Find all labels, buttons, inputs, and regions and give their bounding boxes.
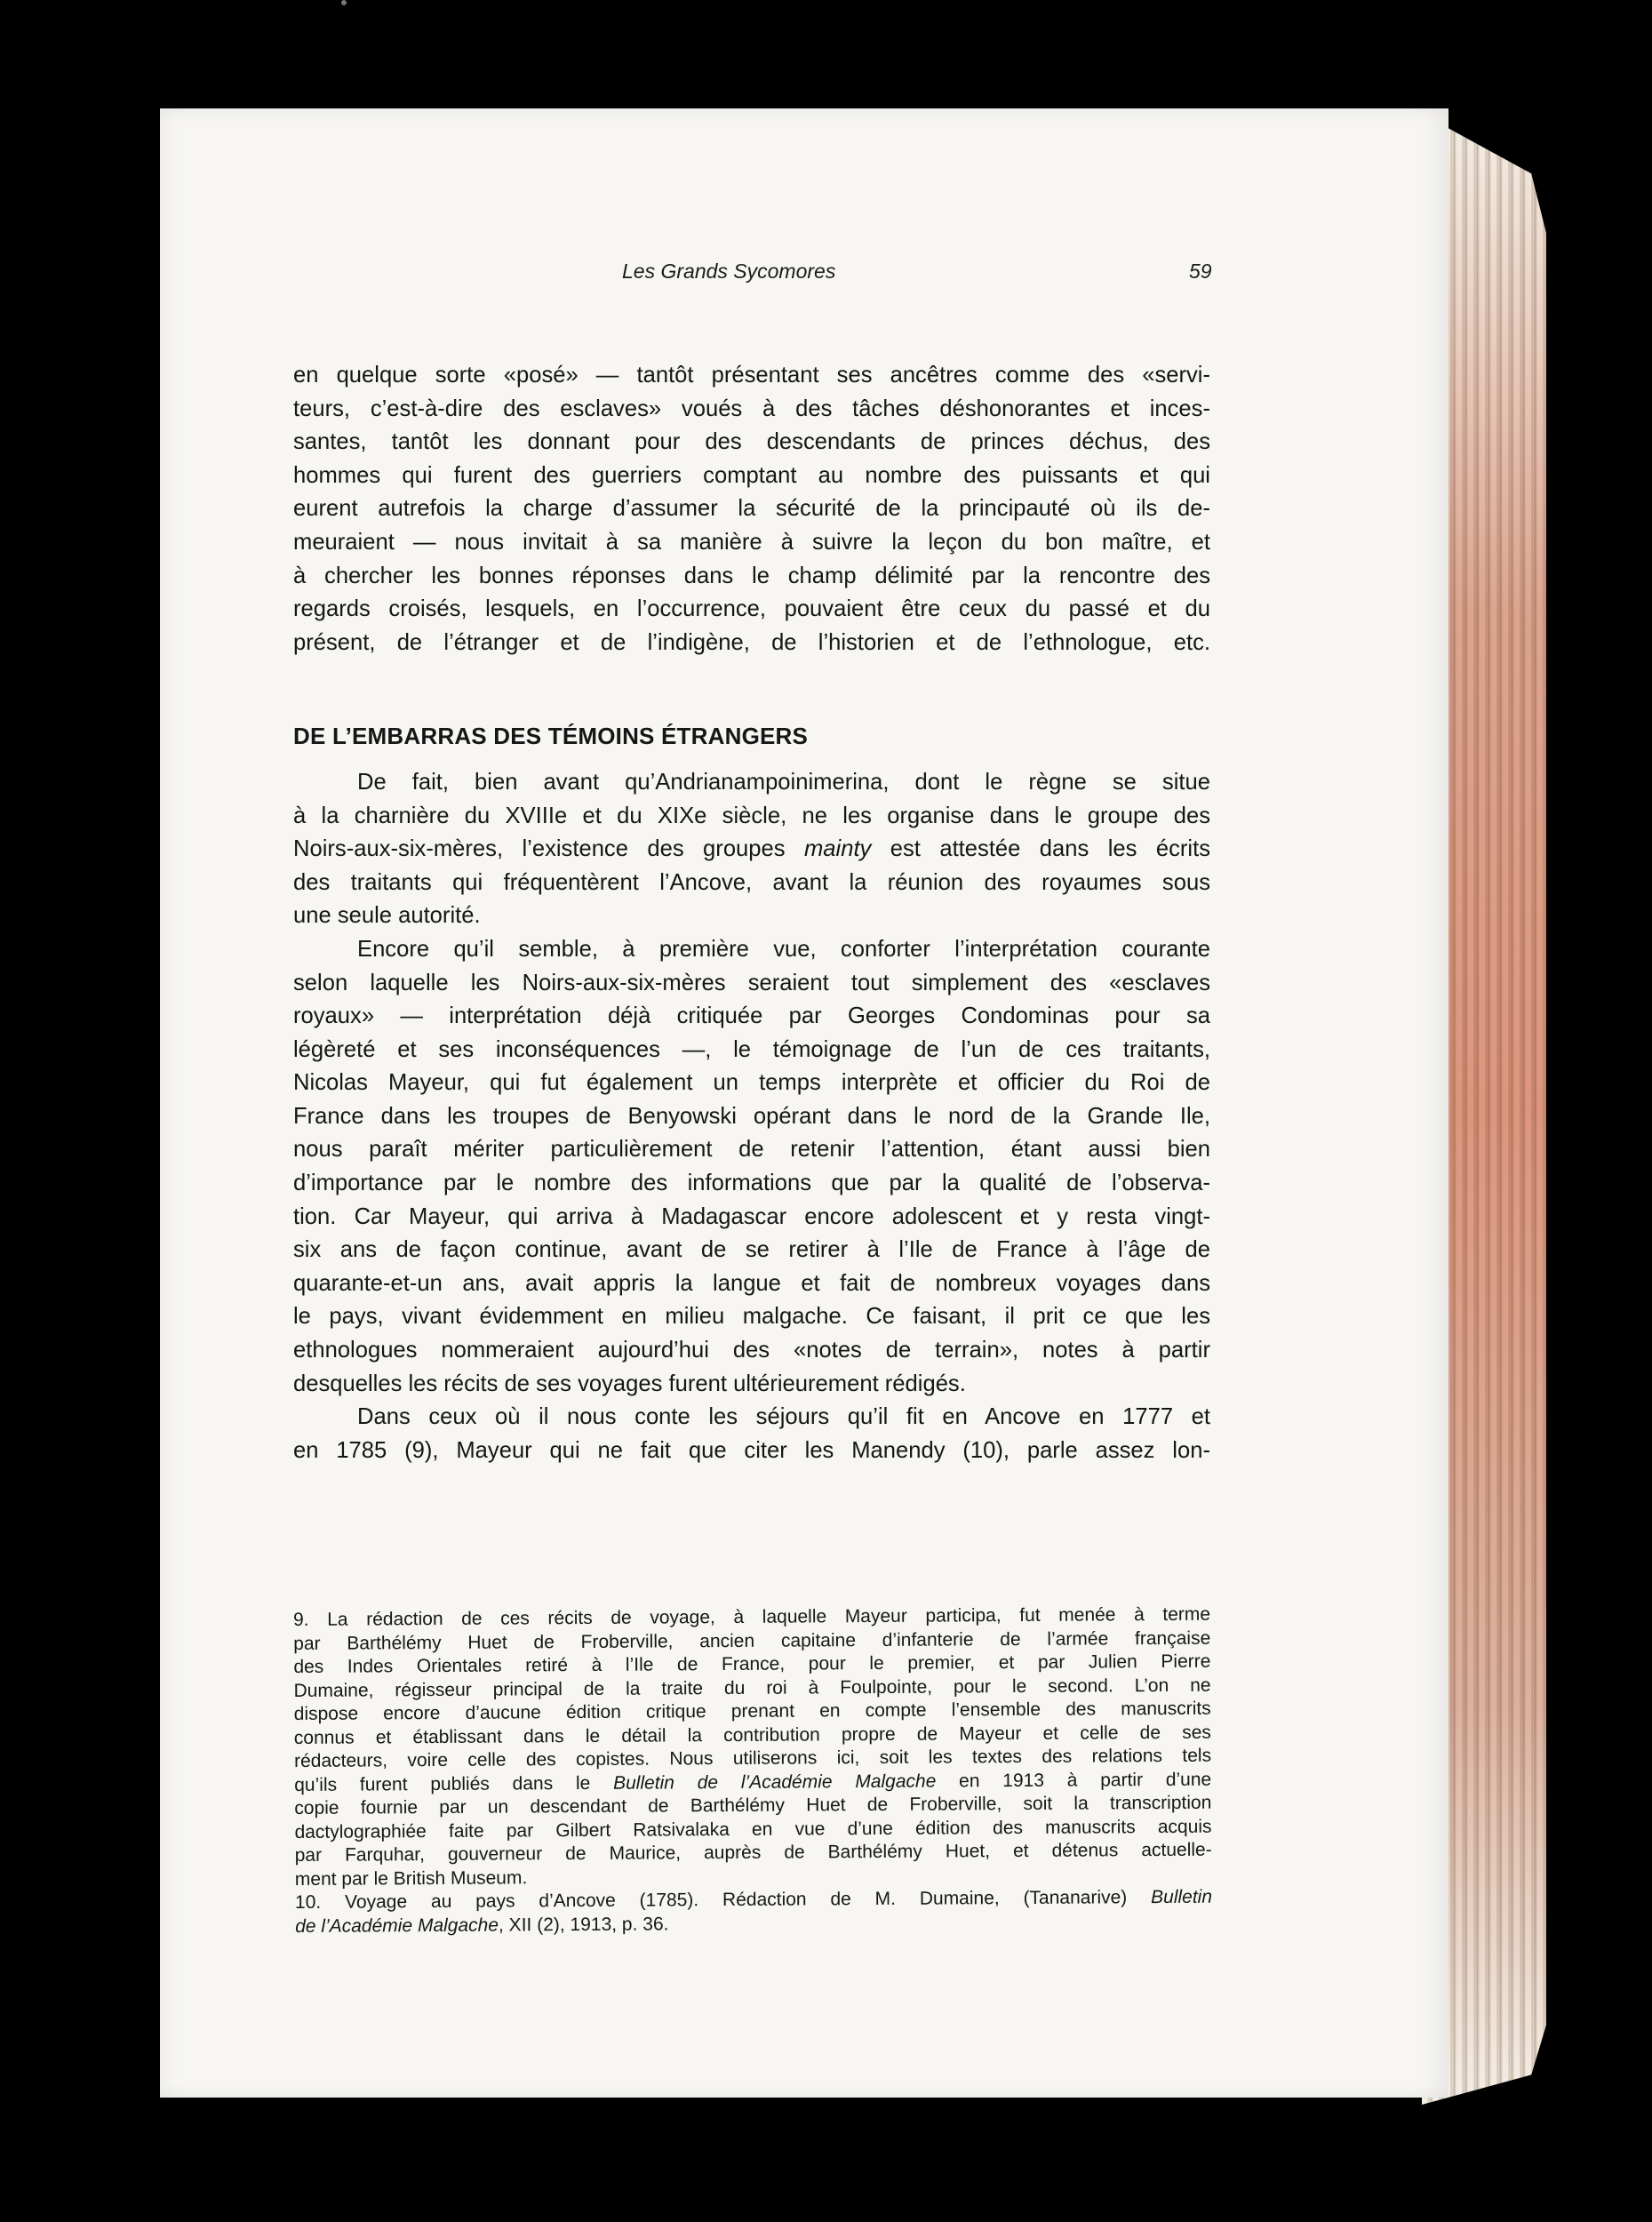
running-head [160, 260, 1448, 295]
text-line: santes, tantôt les donnant pour des descendants de princes déchus, des [293, 429, 1210, 455]
paragraph-1 [293, 359, 1210, 659]
text-line: en quelque sorte «posé» — tantôt présentant ses ancêtres comme des «servi- [293, 363, 1210, 388]
text-line: à la charnière du XVIIIe et du XIXe siècle, ne les organise dans le groupe des [293, 803, 1210, 828]
running-title: Les Grands Sycomores [622, 260, 836, 283]
footnote-line: Dumaine, régisseur principal de la traite du roi à Foulpointe, pour le second. L’on ne [293, 1674, 1211, 1701]
paragraph-3 [293, 933, 1210, 1401]
text-line: Nicolas Mayeur, qui fut également un temps interprète et officier du Roi de [293, 1070, 1210, 1096]
text-line: Encore qu’il semble, à première vue, conforter l’interprétation courante [357, 936, 1210, 962]
footnote-line: dispose encore d’aucune édition critique prenant en compte l’ensemble des manuscrits [293, 1698, 1211, 1724]
section-heading: DE L’EMBARRAS DES TÉMOINS ÉTRANGERS [293, 723, 809, 750]
footnotes [293, 1603, 1212, 1938]
footnote-line: ment par le British Museum. [294, 1866, 528, 1890]
journal-title: Bulletin [1151, 1886, 1213, 1908]
text-line: eurent autrefois la charge d’assumer la sécurité de la principauté où ils de- [293, 496, 1210, 522]
text-line: des traitants qui fréquentèrent l’Ancove, avant la réunion des royaumes sous [293, 869, 1210, 895]
text-run: est attestée dans les écrits [871, 836, 1211, 862]
book-page [160, 108, 1448, 2098]
text-line: d’importance par le nombre des informations que par la qualité de l’observa- [293, 1171, 1210, 1196]
text-run: qu’ils furent publiés dans le [294, 1772, 614, 1795]
journal-title: de l’Académie Malgache [295, 1914, 499, 1937]
text-run: , XII (2), 1913, p. 36. [498, 1913, 669, 1936]
text-line: regards croisés, lesquels, en l’occurrence, pouvaient être ceux du passé et du [293, 596, 1210, 622]
text-line: royaux» — interprétation déjà critiquée par Georges Condominas pour sa [293, 1003, 1210, 1029]
text-run: en 1913 à partir d’une [936, 1769, 1212, 1792]
text-line: meuraient — nous invitait à sa manière à suivre la leçon du bon maître, et [293, 529, 1210, 555]
paragraph-4 [293, 1401, 1210, 1467]
text-line: six ans de façon continue, avant de se retirer à l’Ile de France à l’âge de [293, 1237, 1210, 1263]
text-line: à chercher les bonnes réponses dans le champ délimité par la rencontre des [293, 563, 1210, 588]
text-line: selon laquelle les Noirs-aux-six-mères seraient tout simplement des «esclaves [293, 970, 1210, 995]
text-line: nous paraît mériter particulièrement de retenir l’attention, étant aussi bien [293, 1137, 1210, 1163]
footnote-9 [293, 1603, 1212, 1891]
footnote-line: par Barthélémy Huet de Froberville, ancien capitaine d’infanterie de l’armée française [293, 1627, 1211, 1654]
paragraph-2 [293, 766, 1210, 933]
footnote-line: 9. La rédaction de ces récits de voyage, à laquelle Mayeur participa, fut menée à terme [293, 1603, 1211, 1630]
text-line: France dans les troupes de Benyowski opérant dans le nord de la Grande Ile, [293, 1103, 1210, 1129]
text-line: quarante-et-un ans, avait appris la langue et fait de nombreux voyages dans [293, 1270, 1210, 1296]
text-line [293, 833, 1210, 867]
journal-title: Bulletin de l’Académie Malgache [612, 1770, 937, 1794]
footnote-line: par Farquhar, gouverneur de Maurice, auprès de Barthélémy Huet, et détenus actuelle- [294, 1839, 1212, 1866]
text-line: présent, de l’étranger et de l’indigène, de l’historien et de l’ethnologue, etc. [293, 629, 1210, 655]
footnote-line: rédacteurs, voire celle des copistes. Nous utiliserons ici, soit les textes des relations tels [293, 1745, 1212, 1771]
footnote-line: des Indes Orientales retiré à l’Ile de France, pour le premier, et par Julien Pierre [293, 1651, 1211, 1677]
text-line: le pays, vivant évidemment en milieu malgache. Ce faisant, il prit ce que les [293, 1304, 1210, 1330]
text-line: De fait, bien avant qu’Andrianampoinimerina, dont le règne se situe [357, 769, 1210, 795]
text-line: desquelles les récits de ses voyages furent ultérieurement rédigés. [293, 1371, 966, 1396]
text-run: 10. Voyage au pays d’Ancove (1785). Rédaction de M. Dumaine, (Tananarive) [294, 1887, 1152, 1913]
text-line: Dans ceux où il nous conte les séjours qu’il fit en Ancove en 1777 et [357, 1404, 1210, 1430]
footnote-line: dactylographiée faite par Gilbert Ratsivalaka en vue d’une édition des manuscrits acquis [294, 1816, 1212, 1842]
footnote-10 [295, 1886, 1212, 1938]
italic-term: mainty [803, 836, 872, 862]
text-line: tion. Car Mayeur, qui arriva à Madagascar encore adolescent et y resta vingt- [293, 1203, 1210, 1229]
text-line: une seule autorité. [293, 903, 481, 929]
footnote-line: connus et établissant dans le détail la contribution propre de Mayeur et celle de ses [293, 1722, 1211, 1748]
text-line: en 1785 (9), Mayeur qui ne fait que citer les Manendy (10), parle assez lon- [293, 1437, 1210, 1463]
dust-speck [341, 0, 347, 5]
text-line: ethnologues nommeraient aujourd’hui des «notes de terrain», notes à partir [293, 1338, 1210, 1363]
body-text [293, 359, 1210, 1467]
text-line: teurs, c’est-à-dire des esclaves» voués à des tâches déshonorantes et inces- [293, 396, 1210, 421]
page-number: 59 [1189, 260, 1212, 283]
footnote-line [295, 1909, 1212, 1938]
text-line: légèreté et ses inconséquences —, le témoignage de l’un de ces traitants, [293, 1036, 1210, 1062]
text-line: hommes qui furent des guerriers comptant au nombre des puissants et qui [293, 462, 1210, 488]
text-run: Noirs-aux-six-mères, l’existence des groupes [293, 836, 804, 862]
footnote-line: copie fournie par un descendant de Barthélémy Huet de Froberville, soit la transcription [294, 1792, 1212, 1818]
